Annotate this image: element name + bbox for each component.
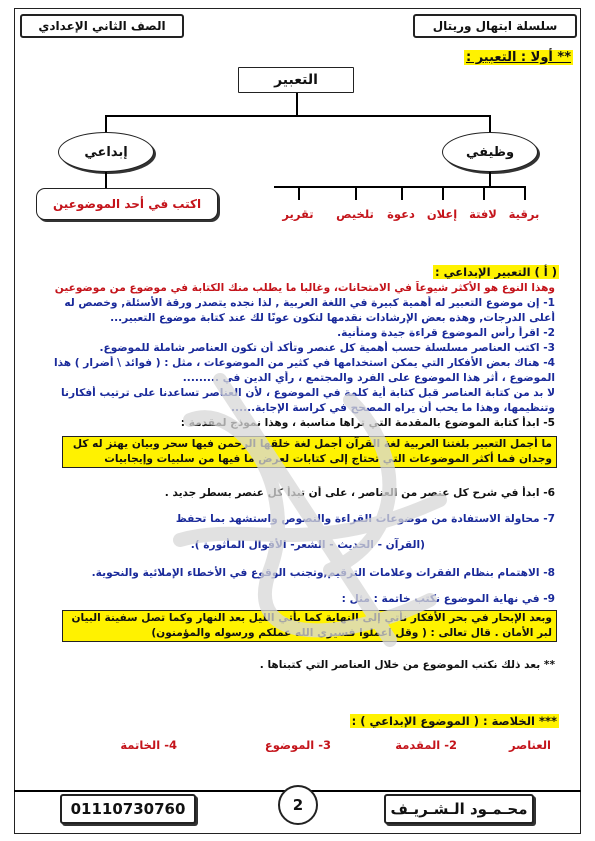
summary-item-3: 3- الموضوع: [264, 738, 331, 752]
page-number: 2: [278, 785, 318, 825]
point-7a: 7- محاولة الاستفادة من موضوعات القراءة والنصوص واستشهد بما تحفظ: [175, 513, 555, 525]
functional-type-label: تقرير: [282, 207, 314, 221]
point-4d: وتنظيمها، وهذا ما يحب أن يراه المصحح في كراسة الإجابة......: [231, 402, 555, 414]
after-note: ** بعد ذلك نكتب الموضوع من خلال العناصر التي كتبناها .: [259, 659, 555, 671]
functional-type-label: برقية: [508, 207, 540, 221]
footer-phone: 01110730760: [60, 794, 196, 824]
point-4a: 4- هناك بعض الأفكار التي يمكن استخدامها في كثير من الموضوعات ، مثل : ( فوائد \ أضرار ) هذا: [53, 357, 555, 369]
tree-bar: [105, 115, 490, 117]
point-4c: لا بد من كتابة العناصر قبل كتابة أية كلمة في الموضوع ، لأن العناصر تساعدنا على ترتيب أفكارنا: [61, 387, 555, 399]
functional-type-label: تلخيص: [336, 207, 374, 221]
footer-author: محـمـود الـشـريـف: [384, 794, 534, 824]
functional-branch-oval: وظيفي: [442, 132, 538, 172]
functional-type-connector: [483, 186, 485, 200]
intro-model-line-1: ما أجمل التعبير بلغتنا العربية لغة القرآن أجمل لغة خلقها الرحمن فيها سحر وبيان يهتز له كل: [72, 438, 552, 450]
functional-bar: [274, 186, 526, 188]
functional-type-label: لافتة: [469, 207, 497, 221]
functional-type-label: إعلان: [426, 207, 458, 221]
functional-type-connector: [298, 186, 300, 200]
tree-right-down: [489, 172, 491, 186]
creative-result-box: اكتب في أحد الموضوعين: [36, 188, 218, 220]
section-title: ** أولا : التعبير :: [466, 50, 571, 65]
functional-type-connector: [442, 186, 444, 200]
functional-type-connector: [355, 186, 357, 200]
intro-model-line-2: وجدان فما أكثر الموضوعات التي تحتاج إلى كتابات لعرض ما فيها من سلبيات وإيجابيات: [104, 453, 552, 465]
point-5: 5- ابدأ كتابة الموضوع بالمقدمة التي تراها مناسبة ، وهذا نموذج لمقدمة :: [180, 417, 555, 429]
point-2: 2- اقرأ رأس الموضوع قراءة جيدة ومتأنية.: [337, 327, 555, 339]
point-9: 9- في نهاية الموضوع نكتب خاتمة : مثل :: [341, 593, 555, 605]
functional-type-connector: [401, 186, 403, 200]
intro-model-box: [62, 436, 557, 468]
point-6: 6- ابدأ في شرح كل عنصر من العناصر ، على أن تبدأ كل عنصر بسطر جديد .: [164, 487, 555, 499]
summary-heading: *** الخلاصة : ( الموضوع الإبداعي ) :: [351, 714, 557, 728]
tree-left-down: [105, 172, 107, 188]
tree-root: التعبير: [238, 67, 354, 93]
point-4b: الموضوع ، أثر هذا الموضوع على الفرد والمجتمع ، رأي الدين في .........: [182, 372, 555, 384]
creative-branch-oval: إبداعي: [58, 132, 154, 172]
tree-right-drop: [489, 115, 491, 133]
creative-heading: ( أ ) التعبير الإبداعي :: [435, 265, 557, 279]
point-3: 3- اكتب العناصر مسلسلة حسب أهمية كل عنصر وتأكد أن تكون العناصر شاملة للموضوع.: [99, 342, 555, 354]
point-1a: 1- إن موضوع التعبير له أهمية كبيرة في اللغة العربية , لذا نجده يتصدر ورقة الأسئلة, وخصص له: [64, 297, 555, 309]
summary-item-4: 4- الخاتمة: [120, 738, 177, 752]
ending-model-line-2: لبر الأمان . قال تعالى : ( وقل اعملوا فسيرى الله عملكم ورسوله والمؤمنون): [151, 627, 552, 639]
creative-intro: وهذا النوع هو الأكثر شيوعاً في الامتحانات، وغالبا ما يطلب منك الكتابة في موضوع من موضوعين: [54, 282, 555, 294]
point-7b: (القرآن - الحديث - الشعر- الأقوال المأثورة ).: [190, 539, 425, 551]
tree-left-drop: [105, 115, 107, 133]
functional-type-connector: [524, 186, 526, 200]
series-header: سلسلة ابتهال وريتال: [413, 14, 577, 38]
grade-header: الصف الثاني الإعدادي: [20, 14, 184, 38]
summary-item-1: العناصر: [508, 738, 551, 752]
point-8: 8- الاهتمام بنظام الفقرات وعلامات الترقيم,وتجنب الوقوع في الأخطاء الإملائية والنحوية.: [91, 567, 555, 579]
ending-model-line-1: وبعد الإبحار في بحر الأفكار نأتي إلى النهاية كما يأتي الليل بعد النهار وكما تصل سفينة البيان: [71, 612, 552, 624]
point-1b: أعلى الدرجات, وهذه بعض الإرشادات نقدمها لتكون عونًا لك عند كتابة موضوع التعبير...: [110, 312, 555, 324]
tree-stem: [296, 93, 298, 116]
functional-type-label: دعوة: [387, 207, 415, 221]
summary-item-2: 2- المقدمة: [395, 738, 457, 752]
ending-model-box: [62, 610, 557, 642]
